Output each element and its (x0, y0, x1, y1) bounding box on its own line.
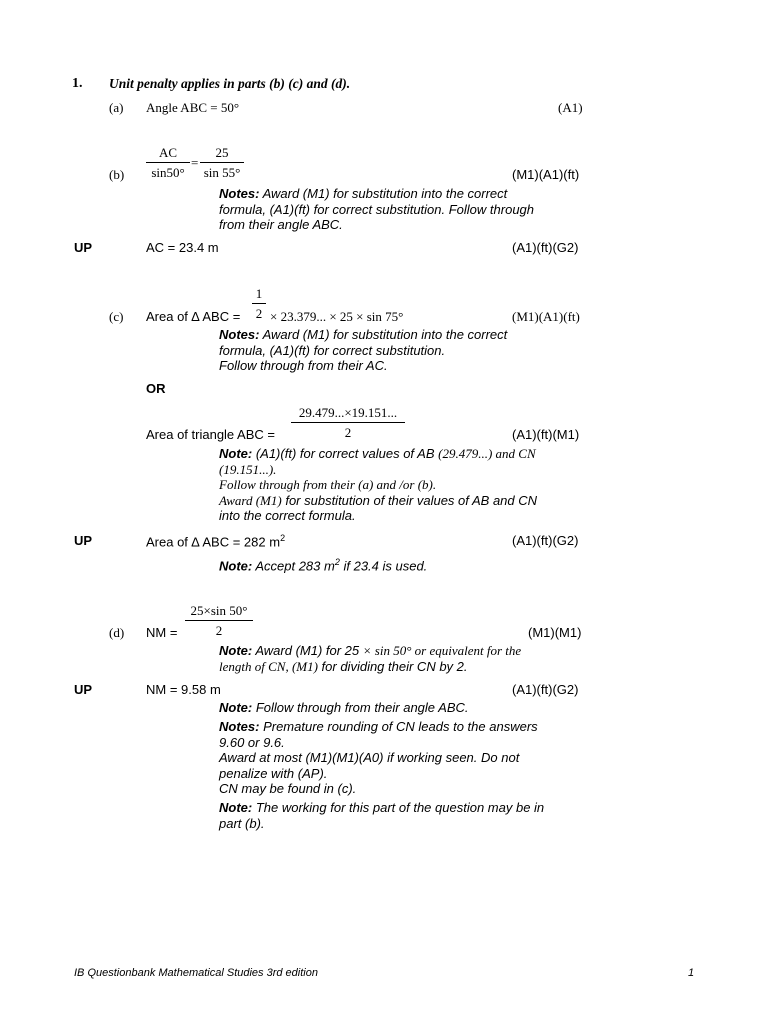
nm-answer: NM = 9.58 m (146, 682, 221, 697)
or-separator: OR (146, 381, 166, 396)
part-c-notes: Notes: Award (M1) for substitution into the correct formula, (A1)(ft) for correct substitution. Follow through from their AC. (219, 327, 508, 373)
part-c-prefix: Area of ∆ ABC = (146, 309, 241, 324)
part-b-fraction-left: AC sin50° (146, 145, 190, 181)
part-c-half: 1 2 (252, 286, 266, 322)
area-note: Note: Accept 283 $m^2$ if 23.4 is used. (219, 557, 428, 574)
part-c-label: (c) (109, 309, 124, 324)
footer-source: IB Questionbank Mathematical Studies 3rd edition (74, 967, 318, 979)
part-d-prefix: NM = (146, 625, 178, 640)
part-c-alt-prefix: Area of triangle ABC = (146, 427, 275, 442)
part-b-notes: Notes: Award (M1) for substitution into the correct formula, (A1)(ft) for correct substitution. Follow through from their angle ABC. (219, 186, 535, 232)
up-label: UP (74, 240, 93, 255)
part-c-expression: × 23.379... × 25 × sin 75° (270, 309, 404, 324)
question-number: 1. (72, 76, 83, 91)
area-answer: Area of ∆ ABC = 282 $m^2$ (146, 533, 286, 550)
ac-answer: AC = 23.4 m (146, 240, 219, 255)
area-marks: (A1)(ft)(G2) (512, 533, 579, 548)
part-a-answer: Angle ABC = 50° (146, 100, 240, 115)
part-d-fraction: 25×sin 50° 2 (185, 603, 253, 639)
up-label: UP (74, 533, 93, 548)
part-b-equals: = (191, 155, 199, 170)
up-label: UP (74, 682, 93, 697)
nm-note-3: Note: The working for this part of the question may be in part (b). (219, 800, 545, 831)
part-c-alt-note: Note: (A1)(ft) for correct values of AB (29.479...) and CN (19.151...). Follow through from their (a) and /or (b). Award (M1) for substitution of their values of AB and CN into the correct formula. (219, 446, 538, 523)
part-b-label: (b) (109, 167, 125, 182)
part-c-alt-fraction: 29.479...×19.151... 2 (291, 405, 405, 441)
page-number: 1 (688, 967, 695, 979)
question-heading: Unit penalty applies in parts (b) (c) and (d). (109, 76, 351, 91)
nm-marks: (A1)(ft)(G2) (512, 682, 579, 697)
part-c-marks: (M1)(A1)(ft) (512, 309, 580, 324)
part-d-label: (d) (109, 625, 125, 640)
nm-note-2: Notes: Premature rounding of CN leads to the answers 9.60 or 9.6. Award at most (M1)(M1)(A0) if working seen. Do not penalize with (AP). CN may be found in (c). (219, 719, 538, 796)
part-a-marks: (A1) (558, 100, 583, 115)
part-d-marks: (M1)(M1) (528, 625, 582, 640)
notes-label: Notes: (219, 186, 260, 201)
part-a-label: (a) (109, 100, 124, 115)
part-d-note: Note: Award (M1) for 25 × sin 50° or equivalent for the length of CN, (M1) for dividing their CN by 2. (219, 643, 522, 674)
ac-marks: (A1)(ft)(G2) (512, 240, 579, 255)
part-b-fraction-right: 25 sin 55° (200, 145, 244, 181)
nm-note-1: Note: Follow through from their angle ABC. (219, 700, 469, 715)
part-c-alt-marks: (A1)(ft)(M1) (512, 427, 580, 442)
part-b-marks: (M1)(A1)(ft) (512, 167, 580, 182)
